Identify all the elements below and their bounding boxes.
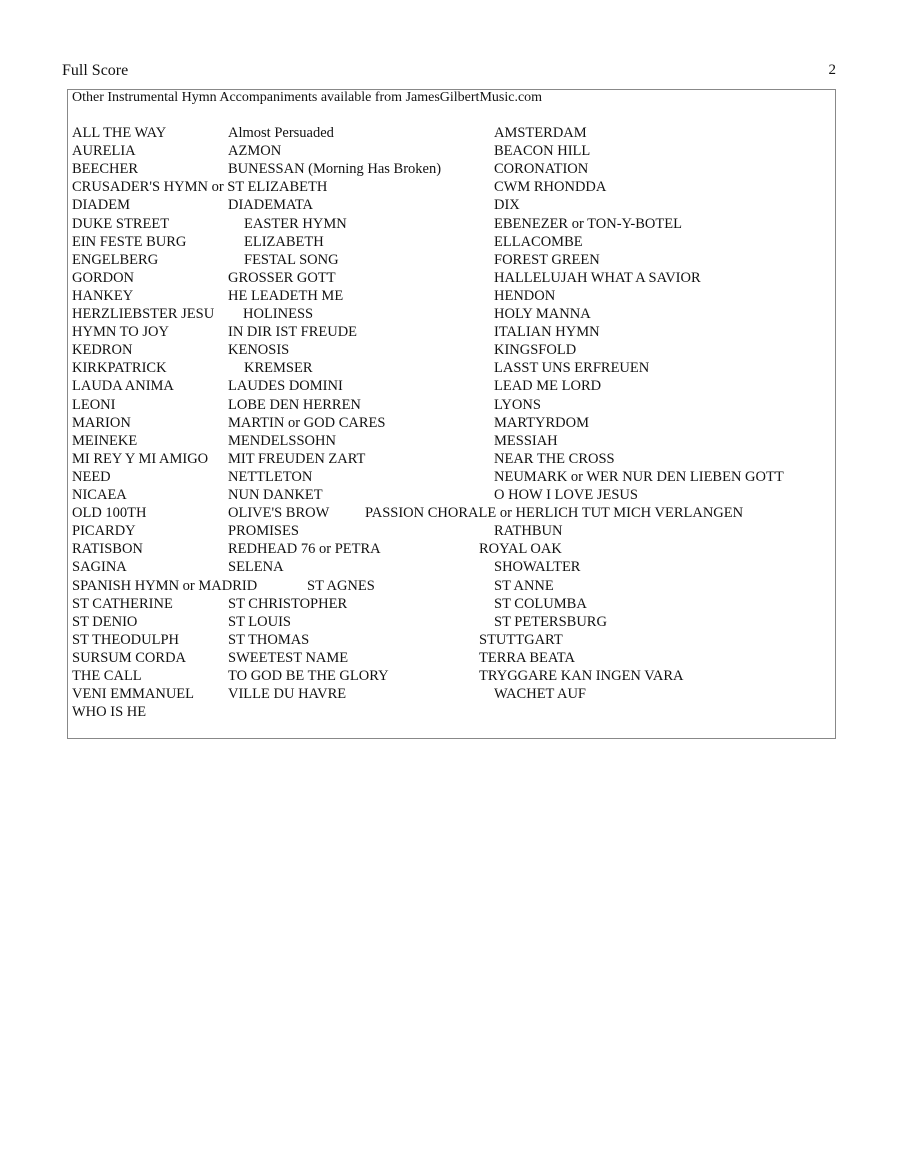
score-title: Full Score: [62, 62, 129, 79]
hymn-item: ST DENIO: [72, 613, 138, 630]
hymn-item: EASTER HYMN: [244, 215, 347, 232]
hymn-item: PASSION CHORALE or HERLICH TUT MICH VERLANGEN: [365, 505, 744, 522]
hymn-item: MARTIN or GOD CARES: [228, 414, 386, 431]
hymn-item: DUKE STREET: [72, 215, 170, 232]
hymn-item: KINGSFOLD: [494, 342, 577, 359]
hymn-item: AZMON: [228, 143, 282, 160]
hymn-item: ELIZABETH: [244, 233, 324, 250]
hymn-item: WACHET AUF: [494, 686, 586, 703]
hymn-item: KENOSIS: [228, 342, 290, 359]
hymn-item: SELENA: [228, 559, 284, 576]
hymn-item: KIRKPATRICK: [72, 360, 167, 377]
hymn-item: BEACON HILL: [494, 143, 591, 160]
hymn-item: HENDON: [494, 287, 556, 304]
hymn-item: ST LOUIS: [228, 613, 291, 630]
hymn-item: LAUDES DOMINI: [228, 378, 343, 395]
hymn-item: ENGELBERG: [72, 251, 159, 268]
hymn-item: GORDON: [72, 269, 135, 286]
hymn-item: PROMISES: [228, 523, 299, 540]
hymn-item: DIADEMATA: [228, 197, 314, 214]
hymn-item: SHOWALTER: [494, 559, 581, 576]
hymn-item: TRYGGARE KAN INGEN VARA: [479, 668, 684, 684]
hymn-item: ST THOMAS: [228, 631, 310, 648]
hymn-item: LYONS: [494, 396, 541, 413]
hymn-item: ST CATHERINE: [72, 595, 173, 612]
hymn-item: FESTAL SONG: [244, 251, 339, 268]
hymn-item: HYMN TO JOY: [72, 324, 169, 341]
hymn-item: NICAEA: [72, 487, 127, 503]
hymn-item: LEONI: [72, 396, 116, 413]
hymn-item: OLD 100TH: [72, 505, 147, 522]
hymn-item: LOBE DEN HERREN: [228, 396, 361, 413]
hymn-item: ITALIAN HYMN: [494, 324, 600, 341]
hymn-item: LAUDA ANIMA: [72, 378, 174, 395]
hymn-item: FOREST GREEN: [494, 251, 600, 268]
hymn-accompaniment-box: [67, 89, 836, 739]
hymn-item: O HOW I LOVE JESUS: [494, 487, 638, 503]
hymn-item: WHO IS HE: [72, 704, 147, 721]
hymn-item: OLIVE'S BROW: [228, 505, 330, 522]
hymn-item: TERRA BEATA: [479, 649, 575, 666]
hymn-item: THE CALL: [72, 668, 142, 684]
hymn-item: HE LEADETH ME: [228, 287, 344, 304]
hymn-item: MI REY Y MI AMIGO: [72, 450, 209, 467]
hymn-item: ST THEODULPH: [72, 631, 180, 648]
page-number: 2: [828, 62, 836, 78]
hymn-item: CORONATION: [494, 161, 589, 178]
hymn-item: AURELIA: [72, 143, 136, 160]
hymn-item: CWM RHONDDA: [494, 179, 607, 196]
hymn-item: SURSUM CORDA: [72, 649, 187, 666]
hymn-item: HERZLIEBSTER JESU: [72, 306, 215, 322]
hymn-item: RATHBUN: [494, 523, 563, 540]
hymn-item: NUN DANKET: [228, 487, 323, 503]
hymn-item: KEDRON: [72, 342, 133, 359]
hymn-item: SAGINA: [72, 559, 127, 576]
hymn-item: CRUSADER'S HYMN or ST ELIZABETH: [72, 179, 328, 196]
hymn-item: ST CHRISTOPHER: [228, 595, 348, 612]
hymn-item: VILLE DU HAVRE: [228, 686, 347, 703]
hymn-item: ST PETERSBURG: [494, 613, 607, 630]
hymn-item: HALLELUJAH WHAT A SAVIOR: [494, 269, 701, 286]
hymn-item: ROYAL OAK: [479, 541, 562, 558]
hymn-item: NEED: [72, 468, 111, 485]
hymn-item: AMSTERDAM: [494, 125, 587, 141]
hymn-list: [68, 90, 835, 738]
hymn-item: ST COLUMBA: [494, 595, 587, 612]
box-heading: Other Instrumental Hymn Accompaniments available from JamesGilbertMusic.com: [72, 90, 543, 105]
hymn-item: DIX: [494, 197, 520, 214]
hymn-item: KREMSER: [244, 360, 313, 377]
hymn-item: ST AGNES: [307, 577, 375, 594]
hymn-item: SWEETEST NAME: [228, 649, 349, 666]
hymn-item: PICARDY: [72, 523, 136, 540]
hymn-item: Almost Persuaded: [228, 125, 334, 141]
hymn-item: MESSIAH: [494, 432, 558, 449]
hymn-item: ELLACOMBE: [494, 233, 583, 250]
hymn-item: NEAR THE CROSS: [494, 450, 615, 467]
hymn-item: MEINEKE: [72, 432, 138, 449]
page-header: [62, 62, 838, 84]
hymn-item: MENDELSSOHN: [228, 432, 336, 449]
hymn-item: VENI EMMANUEL: [72, 686, 195, 703]
hymn-item: ST ANNE: [494, 577, 554, 594]
hymn-item: REDHEAD 76 or PETRA: [228, 541, 381, 558]
hymn-item: MARTYRDOM: [494, 414, 590, 431]
hymn-item: SPANISH HYMN or MADRID: [72, 577, 258, 594]
hymn-item: NEUMARK or WER NUR DEN LIEBEN GOTT: [494, 468, 784, 485]
hymn-item: GROSSER GOTT: [228, 269, 336, 286]
hymn-item: EBENEZER or TON-Y-BOTEL: [494, 215, 682, 232]
hymn-item: STUTTGART: [479, 631, 563, 648]
hymn-item: RATISBON: [72, 541, 143, 558]
hymn-item: MIT FREUDEN ZART: [228, 450, 366, 467]
hymn-item: BEECHER: [72, 161, 139, 178]
hymn-item: NETTLETON: [228, 468, 313, 485]
hymn-item: HOLY MANNA: [494, 306, 591, 322]
hymn-item: DIADEM: [72, 197, 130, 214]
hymn-item: MARION: [72, 414, 131, 431]
hymn-item: LEAD ME LORD: [494, 378, 602, 395]
hymn-item: TO GOD BE THE GLORY: [228, 668, 389, 684]
hymn-item: EIN FESTE BURG: [72, 233, 187, 250]
hymn-item: HOLINESS: [243, 306, 314, 322]
hymn-item: ALL THE WAY: [72, 125, 167, 141]
hymn-item: BUNESSAN (Morning Has Broken): [228, 161, 442, 178]
hymn-item: IN DIR IST FREUDE: [228, 324, 358, 341]
hymn-item: HANKEY: [72, 287, 134, 304]
hymn-item: LASST UNS ERFREUEN: [494, 360, 650, 377]
